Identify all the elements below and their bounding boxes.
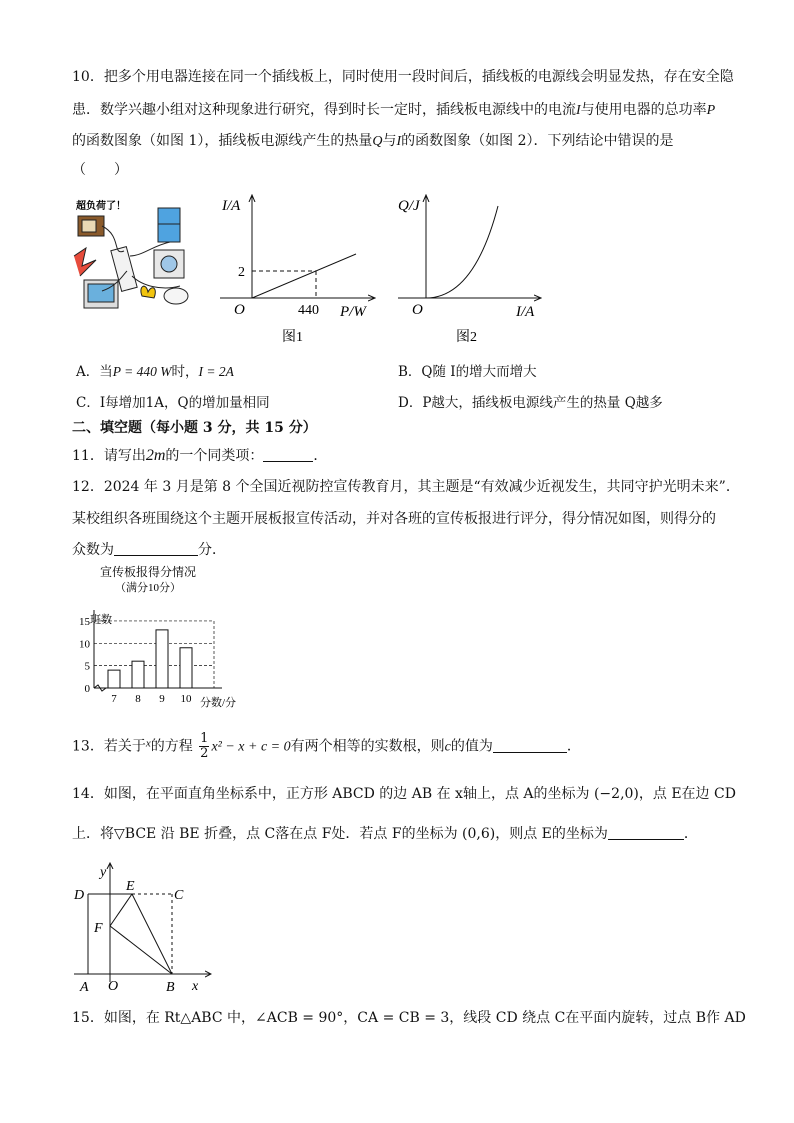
q14-label-O: O bbox=[108, 979, 119, 994]
q10-line3: 的函数图象（如图 1），插线板电源线产生的热量Q与I的函数图象（如图 2）．下列结论中错误的是 bbox=[72, 133, 674, 149]
option-b: B．Q随 I的增大而增大 bbox=[398, 364, 537, 380]
fig1-xlabel: P/W bbox=[340, 304, 366, 320]
figure2-heat-vs-current bbox=[394, 190, 554, 350]
section-heading: 二、填空题（每小题 3 分，共 15 分） bbox=[72, 420, 317, 436]
fig1-xtick: 440 bbox=[298, 303, 319, 318]
chart-bar bbox=[132, 661, 144, 688]
fig1-origin: O bbox=[234, 302, 245, 318]
q12-answer-blank[interactable] bbox=[114, 541, 198, 556]
q14-label-y: y bbox=[100, 865, 107, 880]
fraction: $\frac{1}{2}$ bbox=[200, 731, 209, 761]
q14-line1: 14．如图，在平面直角坐标系中，正方形 ABCD 的边 AB 在 x轴上，点 A的坐标为 (−2,0)，点 E在边 CD bbox=[72, 786, 736, 802]
chart-xtick-label: 8 bbox=[135, 693, 141, 705]
q12-line2: 某校组织各班围绕这个主题开展板报宣传活动，并对各班的宣传板报进行评分，得分情况如图，则得分的 bbox=[72, 511, 716, 527]
fig2-curve bbox=[426, 206, 498, 298]
chart-ytick-label: 15 bbox=[79, 615, 90, 628]
fig1-ytick: 2 bbox=[238, 265, 245, 280]
q10-line2: 患．数学兴趣小组对这种现象进行研究，得到时长一定时，插线板电源线中的电流I与使用电器的总功率P bbox=[72, 102, 716, 118]
q11-answer-blank[interactable] bbox=[263, 447, 313, 462]
fig2-caption: 图2 bbox=[456, 330, 477, 345]
q14-answer-blank[interactable] bbox=[608, 825, 684, 840]
q13-answer-blank[interactable] bbox=[493, 738, 567, 753]
fig2-origin: O bbox=[412, 302, 423, 318]
chart-xtick-label: 10 bbox=[180, 693, 192, 705]
option-c: C．I每增加1A，Q的增加量相同 bbox=[76, 395, 270, 411]
fig1-ylabel: I/A bbox=[222, 198, 241, 214]
chart-ytick-label: 0 bbox=[84, 683, 90, 695]
fig1-line bbox=[252, 254, 356, 298]
fig1-caption: 图1 bbox=[282, 330, 303, 345]
chart-bar bbox=[108, 670, 120, 688]
q14-geometry-figure bbox=[70, 858, 220, 998]
overload-cartoon-image bbox=[72, 196, 198, 316]
q12-line1: 12．2024 年 3 月是第 8 个全国近视防控宣传教育月，其主题是“有效减少近视发生，共同守护光明未来”． bbox=[72, 479, 740, 495]
chart-xlabel: 分数/分 bbox=[200, 697, 237, 709]
score-bar-chart bbox=[72, 560, 272, 712]
q15-line1: 15．如图，在 Rt△ABC 中，∠ACB = 90°，CA = CB = 3，线段 CD 绕点 C在平面内旋转，过点 B作 AD bbox=[72, 1010, 746, 1026]
figure1-current-vs-power bbox=[214, 190, 384, 350]
q10-line1: 10．把多个用电器连接在同一个插线板上，同时使用一段时间后，插线板的电源线会明显发热，存在安全隐 bbox=[72, 69, 734, 85]
q14-label-D: D bbox=[74, 888, 85, 903]
q14-label-B: B bbox=[166, 980, 175, 995]
chart-ytick-label: 5 bbox=[84, 660, 90, 673]
q14-label-x: x bbox=[192, 979, 199, 994]
chart-title: 宣传板报得分情况 bbox=[99, 565, 197, 579]
chart-subtitle: （满分10分） bbox=[115, 582, 181, 594]
q11: 11．请写出2m的一个同类项： ． bbox=[72, 447, 328, 464]
chart-ytick-label: 10 bbox=[79, 638, 90, 651]
q14-label-A: A bbox=[80, 980, 89, 995]
chart-ylabel: 班数 bbox=[90, 614, 112, 626]
chart-xtick-label: 9 bbox=[159, 693, 165, 705]
q14-label-F: F bbox=[94, 921, 103, 936]
fig2-xlabel: I/A bbox=[516, 304, 535, 320]
q14-label-C: C bbox=[174, 888, 184, 903]
q14-line2: 上．将▽BCE 沿 BE 折叠，点 C落在点 F处．若点 F的坐标为 (0,6)，则点 E的坐标为 ． bbox=[72, 826, 698, 842]
chart-xtick-label: 7 bbox=[111, 693, 117, 705]
fig2-ylabel: Q/J bbox=[398, 198, 420, 214]
q10-answer-paren: （ ） bbox=[72, 162, 128, 178]
q13: 13．若关于$^x$的方程 $\frac{1}{2}$ x² − x + c = 0有两个相等的实数根，则c的值为 ． bbox=[72, 731, 581, 761]
cartoon-caption: 超负荷了！ bbox=[76, 201, 126, 212]
chart-bar bbox=[180, 648, 192, 688]
option-a: A．当P = 440 W时，I = 2A bbox=[76, 364, 234, 380]
q12-line3: 众数为 分． bbox=[72, 542, 226, 558]
option-d: D．P越大，插线板电源线产生的热量 Q越多 bbox=[398, 395, 663, 411]
q14-label-E: E bbox=[126, 879, 135, 894]
chart-bar bbox=[156, 630, 168, 688]
